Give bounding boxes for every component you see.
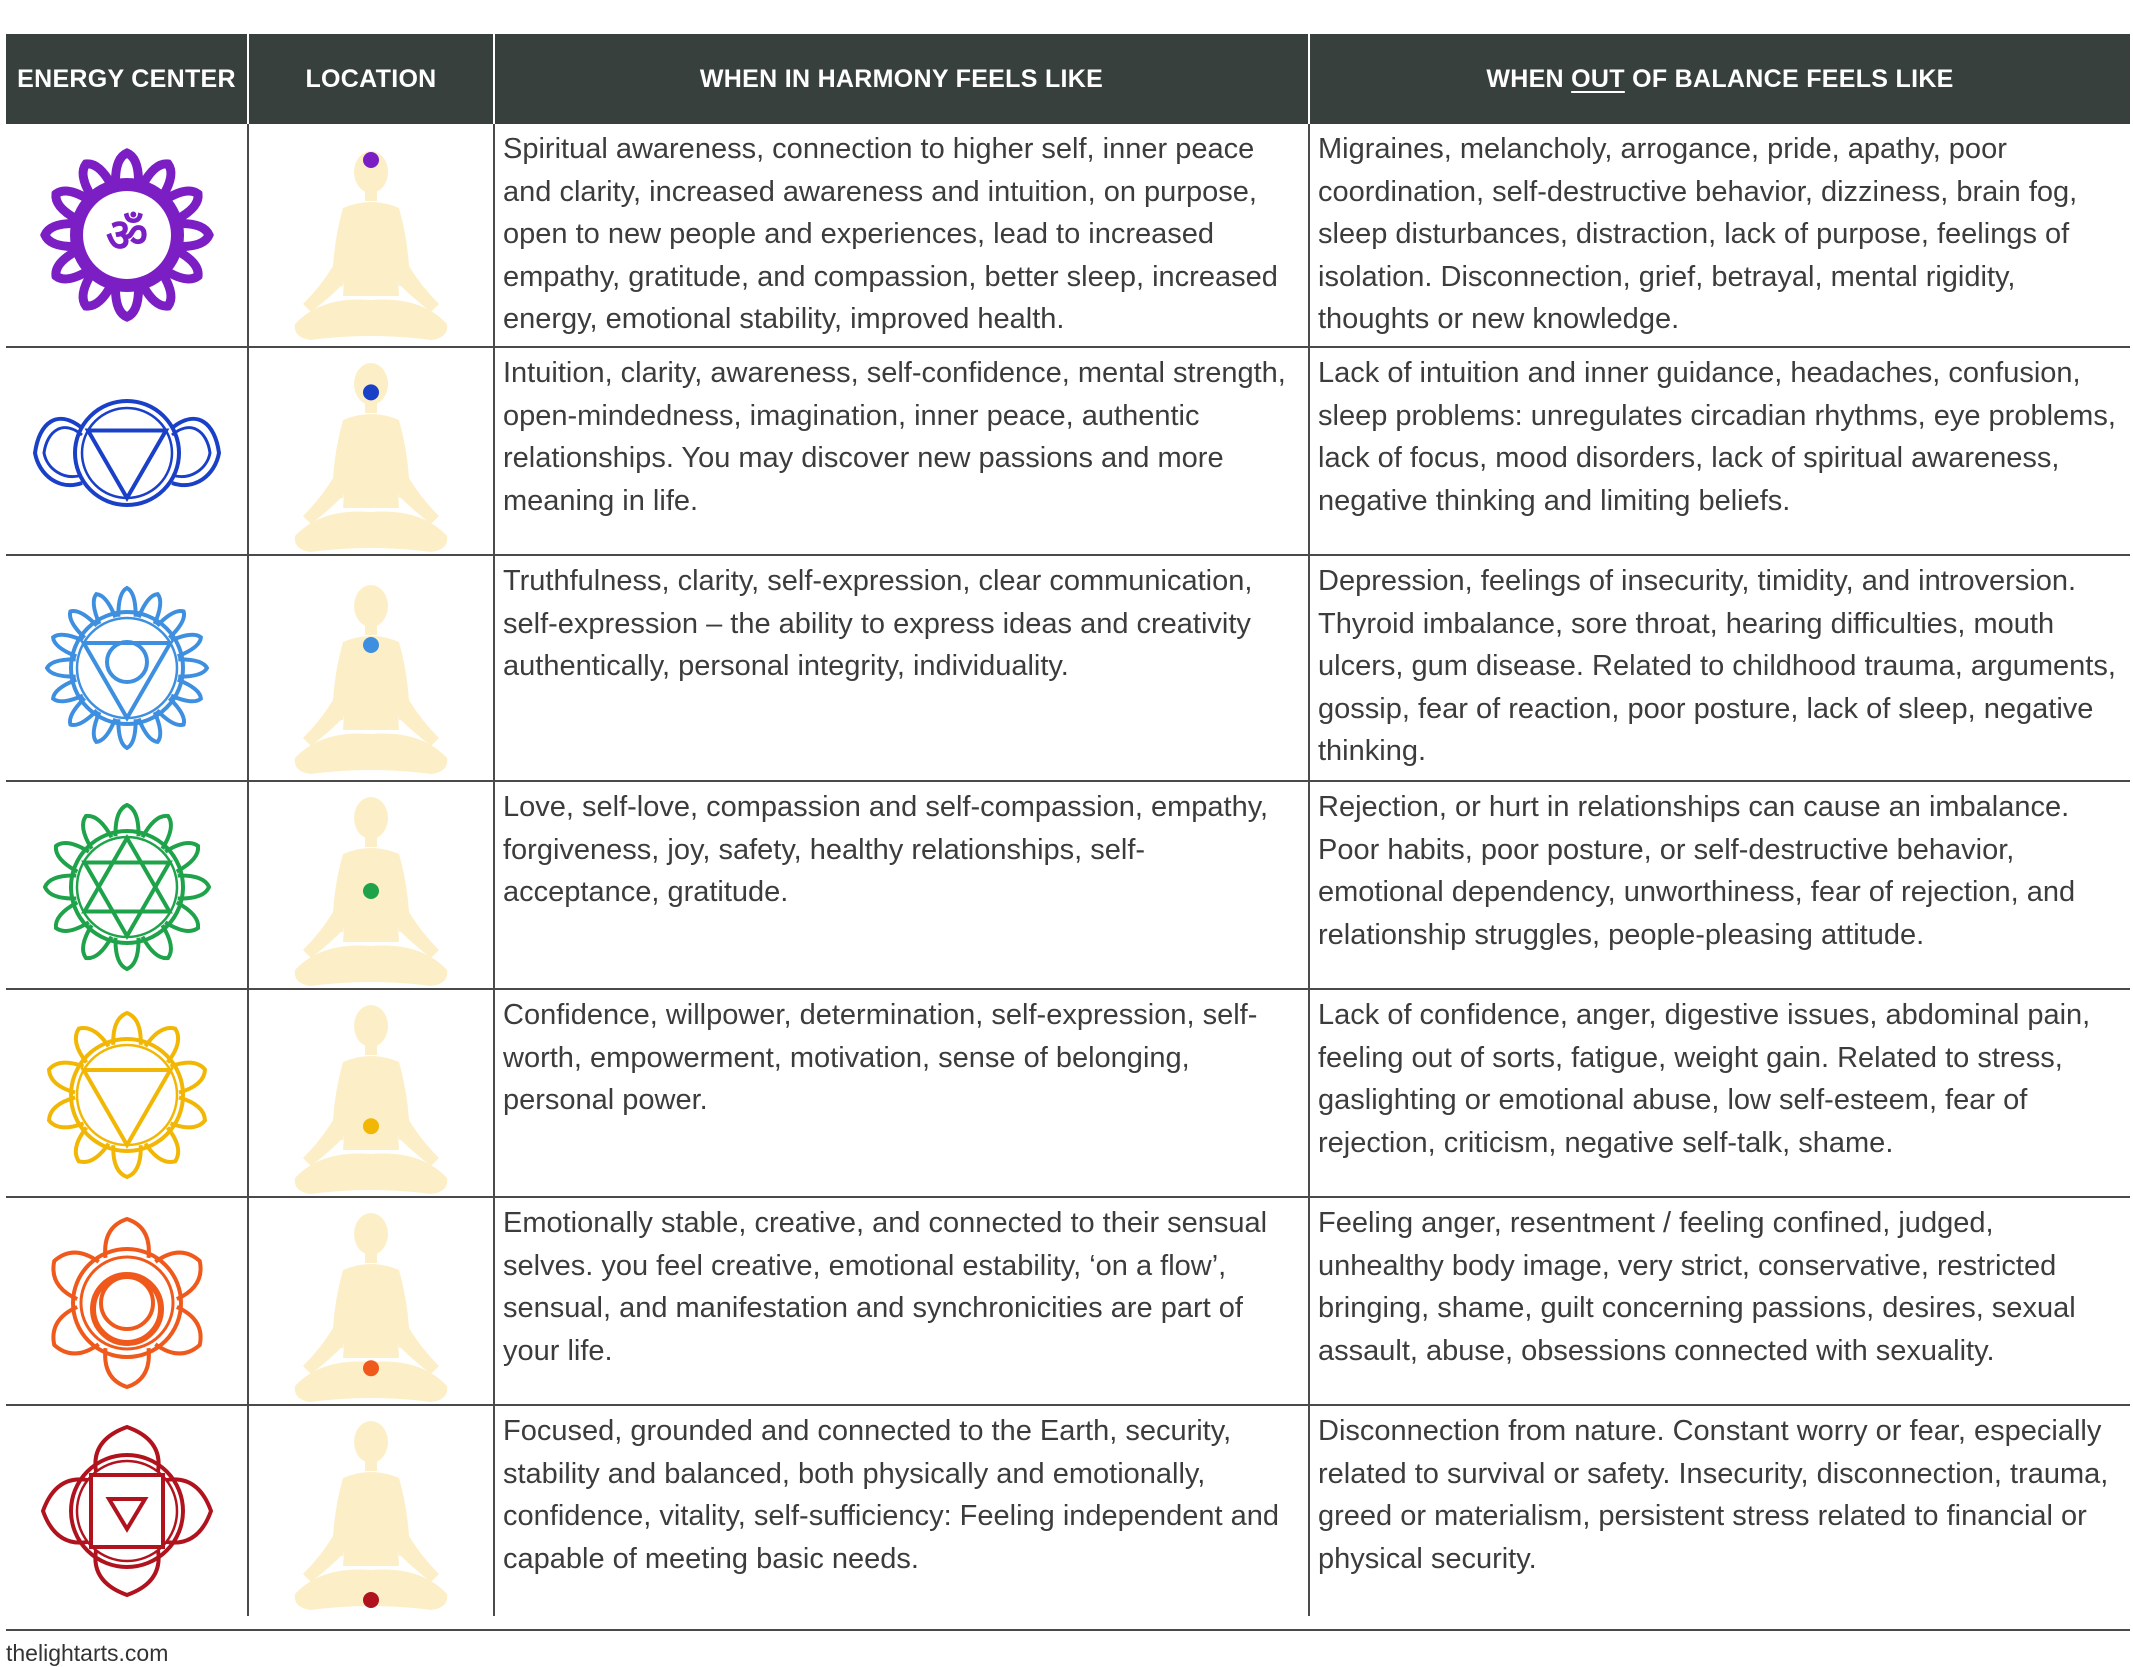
chakra-location-dot bbox=[363, 637, 379, 653]
table-body bbox=[6, 124, 2130, 1612]
harmony-cell: Emotionally stable, creative, and connected to their sensual selves. you feel creative, emotional estability, ‘on a flow’, sensual, and manifestation and synchronicities are part of your life. bbox=[495, 1198, 1310, 1408]
header-out-of-balance bbox=[1310, 34, 2130, 124]
table-header bbox=[6, 34, 2130, 124]
harmony-cell: Focused, grounded and connected to the Earth, security, stability and balanced, both physically and emotionally, confidence, vitality, self-sufficiency: Feeling independent and capable of meeting basic needs. bbox=[495, 1406, 1310, 1616]
table-row bbox=[6, 554, 2130, 780]
location-cell bbox=[249, 1406, 495, 1616]
location-cell bbox=[249, 782, 495, 992]
energy-center-cell bbox=[6, 1198, 249, 1408]
chakra-location-dot bbox=[363, 883, 379, 899]
energy-center-cell bbox=[6, 556, 249, 780]
source-credit: thelightarts.com bbox=[6, 1640, 169, 1666]
location-cell bbox=[249, 124, 495, 346]
location-cell bbox=[249, 556, 495, 780]
table-row bbox=[6, 1196, 2130, 1404]
chakra-location-dot bbox=[363, 384, 379, 400]
harmony-cell: Love, self-love, compassion and self-compassion, empathy, forgiveness, joy, safety, healthy relationships, self-acceptance, gratitude. bbox=[495, 782, 1310, 992]
location-cell bbox=[249, 348, 495, 558]
chakra-location-dot bbox=[363, 1118, 379, 1134]
harmony-cell: Confidence, willpower, determination, self-expression, self-worth, empowerment, motivation, sense of belonging, personal power. bbox=[495, 990, 1310, 1200]
header-imbalance-post: OF BALANCE FEELS LIKE bbox=[1632, 64, 1954, 93]
imbalance-cell: Depression, feelings of insecurity, timidity, and introversion. Thyroid imbalance, sore throat, hearing difficulties, mouth ulcers, gum disease. Related to childhood trauma, arguments, gossip, fear of reaction, poor posture, lack of sleep, negative thinking. bbox=[1318, 565, 2116, 767]
energy-center-cell bbox=[6, 1406, 249, 1616]
harmony-cell: Spiritual awareness, connection to higher self, inner peace and clarity, increased awareness and intuition, on purpose, open to new people and experiences, lead to increased empathy, gratitude, and compassion, better sleep, increased energy, emotional stability, improved health. bbox=[495, 124, 1310, 346]
chakra-location-dot bbox=[363, 152, 379, 168]
imbalance-cell: Lack of confidence, anger, digestive issues, abdominal pain, feeling out of sorts, fatigue, weight gain. Related to stress, gaslighting or emotional abuse, low self-esteem, fear of rejection, criticism, negative self-talk, shame. bbox=[1318, 999, 2091, 1159]
table-row bbox=[6, 1404, 2130, 1612]
location-cell bbox=[249, 1198, 495, 1408]
third-eye-chakra-icon bbox=[27, 353, 227, 553]
energy-center-cell bbox=[6, 782, 249, 992]
om-glyph: ॐ bbox=[105, 208, 148, 262]
table-bottom-rule bbox=[6, 1629, 2130, 1631]
solar-plexus-chakra-icon bbox=[27, 995, 227, 1195]
meditating-figure-icon bbox=[281, 348, 461, 558]
table-row bbox=[6, 780, 2130, 988]
header-location: LOCATION bbox=[249, 34, 495, 124]
header-energy-center: ENERGY CENTER bbox=[6, 34, 249, 124]
chakra-table bbox=[6, 34, 2130, 1612]
heart-chakra-icon bbox=[27, 787, 227, 987]
meditating-figure-icon bbox=[281, 782, 461, 992]
meditating-figure-icon bbox=[281, 570, 461, 780]
sacral-chakra-icon bbox=[27, 1203, 227, 1403]
imbalance-cell: Feeling anger, resentment / feeling confined, judged, unhealthy body image, very strict, conservative, restricted bringing, shame, guilt concerning passions, desires, sexual assault, abuse, obsessions connected with sexuality. bbox=[1318, 1207, 2076, 1367]
table-row bbox=[6, 346, 2130, 554]
table-row bbox=[6, 124, 2130, 346]
energy-center-cell bbox=[6, 124, 249, 346]
chakra-location-dot bbox=[363, 1592, 379, 1608]
header-imbalance-pre: WHEN bbox=[1486, 64, 1564, 93]
throat-chakra-icon bbox=[27, 568, 227, 768]
header-imbalance-out: OUT bbox=[1571, 64, 1625, 93]
energy-center-cell bbox=[6, 990, 249, 1200]
header-harmony: WHEN IN HARMONY FEELS LIKE bbox=[495, 34, 1310, 124]
location-cell bbox=[249, 990, 495, 1200]
meditating-figure-icon bbox=[281, 136, 461, 346]
meditating-figure-icon bbox=[281, 990, 461, 1200]
root-chakra-icon bbox=[27, 1411, 227, 1611]
meditating-figure-icon bbox=[281, 1198, 461, 1408]
crown-chakra-icon bbox=[27, 135, 227, 335]
energy-center-cell bbox=[6, 348, 249, 558]
imbalance-cell: Disconnection from nature. Constant worry or fear, especially related to survival or safety. Insecurity, disconnection, trauma, greed or materialism, persistent stress related to financial or physical security. bbox=[1318, 1415, 2109, 1575]
harmony-cell: Truthfulness, clarity, self-expression, clear communication, self-expression – the ability to express ideas and creativity authentically, personal integrity, individuality. bbox=[495, 556, 1310, 780]
chakra-location-dot bbox=[363, 1360, 379, 1376]
imbalance-cell: Rejection, or hurt in relationships can cause an imbalance. Poor habits, poor posture, or self-destructive behavior, emotional dependency, unworthiness, fear of rejection, and relationship struggles, people-pleasing attitude. bbox=[1318, 791, 2076, 951]
table-row bbox=[6, 988, 2130, 1196]
imbalance-cell: Migraines, melancholy, arrogance, pride, apathy, poor coordination, self-destructive behavior, dizziness, brain fog, sleep disturbances, distraction, lack of purpose, feelings of isolation. Disconnection, grief, betrayal, mental rigidity, thoughts or new knowledge. bbox=[1318, 133, 2078, 335]
imbalance-cell: Lack of intuition and inner guidance, headaches, confusion, sleep problems: unregulates circadian rhythms, eye problems, lack of focus, mood disorders, lack of spiritual awareness, negative thinking and limiting beliefs. bbox=[1318, 357, 2116, 517]
harmony-cell: Intuition, clarity, awareness, self-confidence, mental strength, open-mindedness, imagination, inner peace, authentic relationships. You may discover new passions and more meaning in life. bbox=[495, 348, 1310, 558]
meditating-figure-icon bbox=[281, 1406, 461, 1616]
